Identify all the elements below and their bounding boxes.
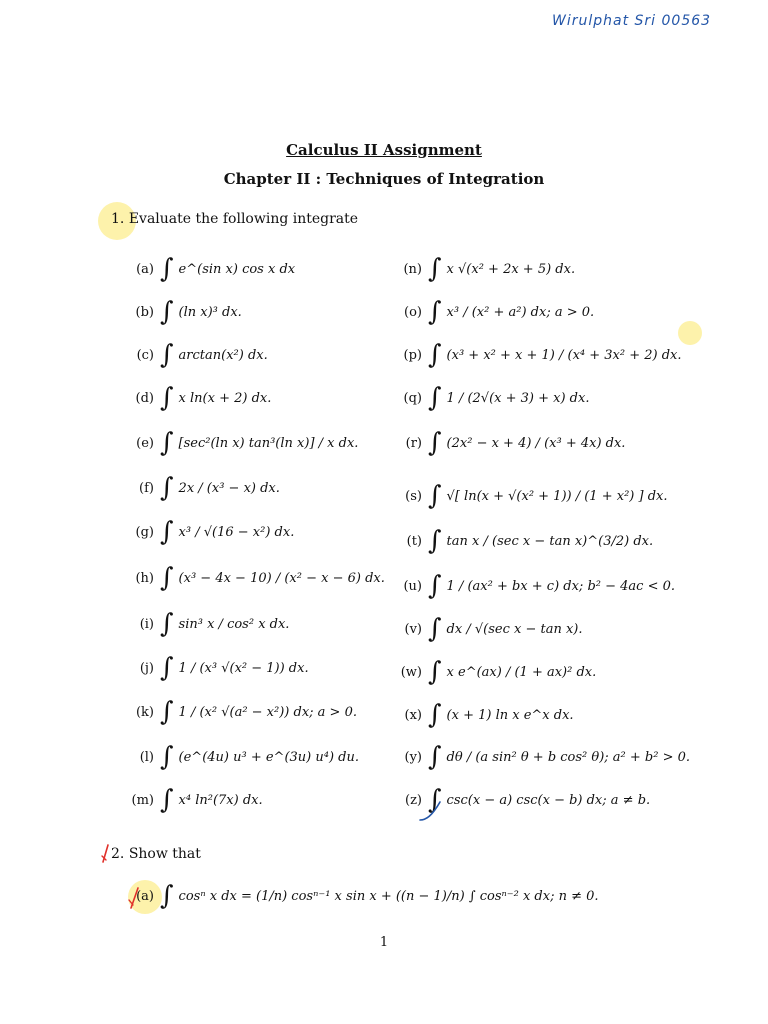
integral-sign: ∫ xyxy=(160,383,174,413)
problem-expression: √[ ln(x + √(x² + 1)) / (1 + x²) ] dx. xyxy=(446,488,668,504)
problem-expression: (e^(4u) u³ + e^(3u) u⁴) du. xyxy=(178,749,359,765)
integral-sign: ∫ xyxy=(160,609,174,639)
problem-1f xyxy=(126,468,280,508)
problem-1j xyxy=(126,648,309,688)
integral-sign: ∫ xyxy=(428,571,442,601)
problem-expression: 1 / (x² √(a² − x²)) dx; a > 0. xyxy=(178,704,357,720)
integral-sign: ∫ xyxy=(160,785,174,815)
problem-1r xyxy=(394,423,625,463)
problem-expression: x³ / √(16 − x²) dx. xyxy=(178,524,295,540)
problem-expression: 1 / (2√(x + 3) + x) dx. xyxy=(446,390,590,406)
problem-label: (v) xyxy=(404,621,422,637)
problem-expression: (x³ − 4x − 10) / (x² − x − 6) dx. xyxy=(178,570,385,586)
problem-1i xyxy=(126,604,289,644)
problem-label: (u) xyxy=(403,578,422,594)
integral-sign: ∫ xyxy=(428,785,442,815)
problem-label: (b) xyxy=(135,304,154,320)
problem-label: (s) xyxy=(405,488,422,504)
problem-expression: (x + 1) ln x e^x dx. xyxy=(446,707,574,723)
problem-1h xyxy=(126,558,385,598)
problem-2a xyxy=(110,876,599,916)
question-text: Evaluate the following integrate xyxy=(128,211,359,227)
problem-label: (m) xyxy=(131,792,154,808)
integral-sign: ∫ xyxy=(428,428,442,458)
pen-stroke-mark xyxy=(418,798,448,824)
problem-label: (c) xyxy=(136,347,154,363)
integral-sign: ∫ xyxy=(160,742,174,772)
problem-1u xyxy=(394,566,675,606)
problem-expression: dx / √(sec x − tan x). xyxy=(446,621,583,637)
problem-label: (q) xyxy=(403,390,422,406)
problem-label: (t) xyxy=(406,533,422,549)
question-2-heading xyxy=(111,846,201,862)
problem-1q xyxy=(394,378,589,418)
integral-sign: ∫ xyxy=(428,340,442,370)
integral-sign: ∫ xyxy=(160,428,174,458)
problem-label: (e) xyxy=(136,435,154,451)
problem-expression: (x³ + x² + x + 1) / (x⁴ + 3x² + 2) dx. xyxy=(446,347,682,363)
problem-1l xyxy=(126,737,359,777)
problem-1m xyxy=(126,780,263,820)
problem-expression: x⁴ ln²(7x) dx. xyxy=(178,792,263,808)
problem-label: (r) xyxy=(405,435,422,451)
problem-expression: cosⁿ x dx = (1/n) cosⁿ⁻¹ x sin x + ((n − 1)/n) ∫ cosⁿ⁻² x dx; n ≠ 0. xyxy=(178,888,599,904)
problem-expression: x³ / (x² + a²) dx; a > 0. xyxy=(446,304,595,320)
integral-sign: ∫ xyxy=(428,742,442,772)
problem-expression: tan x / (sec x − tan x)^(3/2) dx. xyxy=(446,533,654,549)
problem-expression: 2x / (x³ − x) dx. xyxy=(178,480,280,496)
problem-expression: csc(x − a) csc(x − b) dx; a ≠ b. xyxy=(446,792,651,808)
problem-label: (a) xyxy=(136,888,154,904)
problem-expression: x ln(x + 2) dx. xyxy=(178,390,272,406)
integral-sign: ∫ xyxy=(428,481,442,511)
integral-sign: ∫ xyxy=(428,700,442,730)
question-number: 1. xyxy=(111,211,125,227)
problem-label: (z) xyxy=(405,792,422,808)
problem-label: (x) xyxy=(404,707,422,723)
integral-sign: ∫ xyxy=(428,297,442,327)
problem-label: (o) xyxy=(404,304,422,320)
problem-1p xyxy=(394,335,682,375)
integral-sign: ∫ xyxy=(160,653,174,683)
question-text: Show that xyxy=(128,846,201,862)
integral-sign: ∫ xyxy=(160,254,174,284)
problem-1w xyxy=(394,652,596,692)
integral-sign: ∫ xyxy=(160,340,174,370)
problem-label: (i) xyxy=(139,616,154,632)
problem-1k xyxy=(126,692,357,732)
problem-1s xyxy=(394,476,667,516)
problem-label: (d) xyxy=(135,390,154,406)
problem-expression: 1 / (x³ √(x² − 1)) dx. xyxy=(178,660,309,676)
problem-1c xyxy=(126,335,268,375)
problem-expression: 1 / (ax² + bx + c) dx; b² − 4ac < 0. xyxy=(446,578,675,594)
integral-sign: ∫ xyxy=(428,254,442,284)
integral-sign: ∫ xyxy=(160,473,174,503)
problem-1b xyxy=(126,292,242,332)
page-number: 1 xyxy=(379,935,389,950)
problem-label: (a) xyxy=(136,261,154,277)
problem-1e xyxy=(126,423,358,463)
problem-1n xyxy=(394,249,575,289)
problem-expression: x e^(ax) / (1 + ax)² dx. xyxy=(446,664,597,680)
problem-label: (y) xyxy=(404,749,422,765)
integral-sign: ∫ xyxy=(160,697,174,727)
problem-1t xyxy=(394,521,653,561)
highlight-mark-margin xyxy=(678,321,702,345)
problem-1x xyxy=(394,695,574,735)
integral-sign: ∫ xyxy=(160,297,174,327)
problem-label: (f) xyxy=(139,480,154,496)
problem-1v xyxy=(394,609,582,649)
problem-expression: arctan(x²) dx. xyxy=(178,347,268,363)
problem-expression: e^(sin x) cos x dx xyxy=(178,261,296,277)
integral-sign: ∫ xyxy=(160,563,174,593)
problem-1y xyxy=(394,737,690,777)
integral-sign: ∫ xyxy=(428,657,442,687)
problem-label: (k) xyxy=(135,704,154,720)
question-number: 2. xyxy=(111,846,125,862)
problem-1g xyxy=(126,512,294,552)
handwritten-name: Wirulphat Sri 00563 xyxy=(552,13,712,29)
problem-label: (g) xyxy=(135,524,154,540)
problem-label: (p) xyxy=(403,347,422,363)
integral-sign: ∫ xyxy=(428,526,442,556)
problem-label: (j) xyxy=(139,660,154,676)
problem-expression: (2x² − x + 4) / (x³ + 4x) dx. xyxy=(446,435,626,451)
integral-sign: ∫ xyxy=(160,517,174,547)
problem-1o xyxy=(394,292,594,332)
problem-label: (h) xyxy=(135,570,154,586)
problem-1a xyxy=(126,249,295,289)
problem-label: (n) xyxy=(403,261,422,277)
integral-sign: ∫ xyxy=(160,881,174,911)
integral-sign: ∫ xyxy=(428,614,442,644)
document-title: Calculus II Assignment xyxy=(286,141,482,159)
problem-expression: [sec²(ln x) tan³(ln x)] / x dx. xyxy=(178,435,359,451)
problem-expression: dθ / (a sin² θ + b cos² θ); a² + b² > 0. xyxy=(446,749,691,765)
problem-expression: (ln x)³ dx. xyxy=(178,304,242,320)
problem-1d xyxy=(126,378,271,418)
problem-expression: sin³ x / cos² x dx. xyxy=(178,616,290,632)
integral-sign: ∫ xyxy=(428,383,442,413)
problem-expression: x √(x² + 2x + 5) dx. xyxy=(446,261,576,277)
question-1-heading xyxy=(111,211,358,227)
problem-label: (l) xyxy=(139,749,154,765)
problem-label: (w) xyxy=(400,664,422,680)
chapter-subtitle: Chapter II : Techniques of Integration xyxy=(223,170,545,188)
